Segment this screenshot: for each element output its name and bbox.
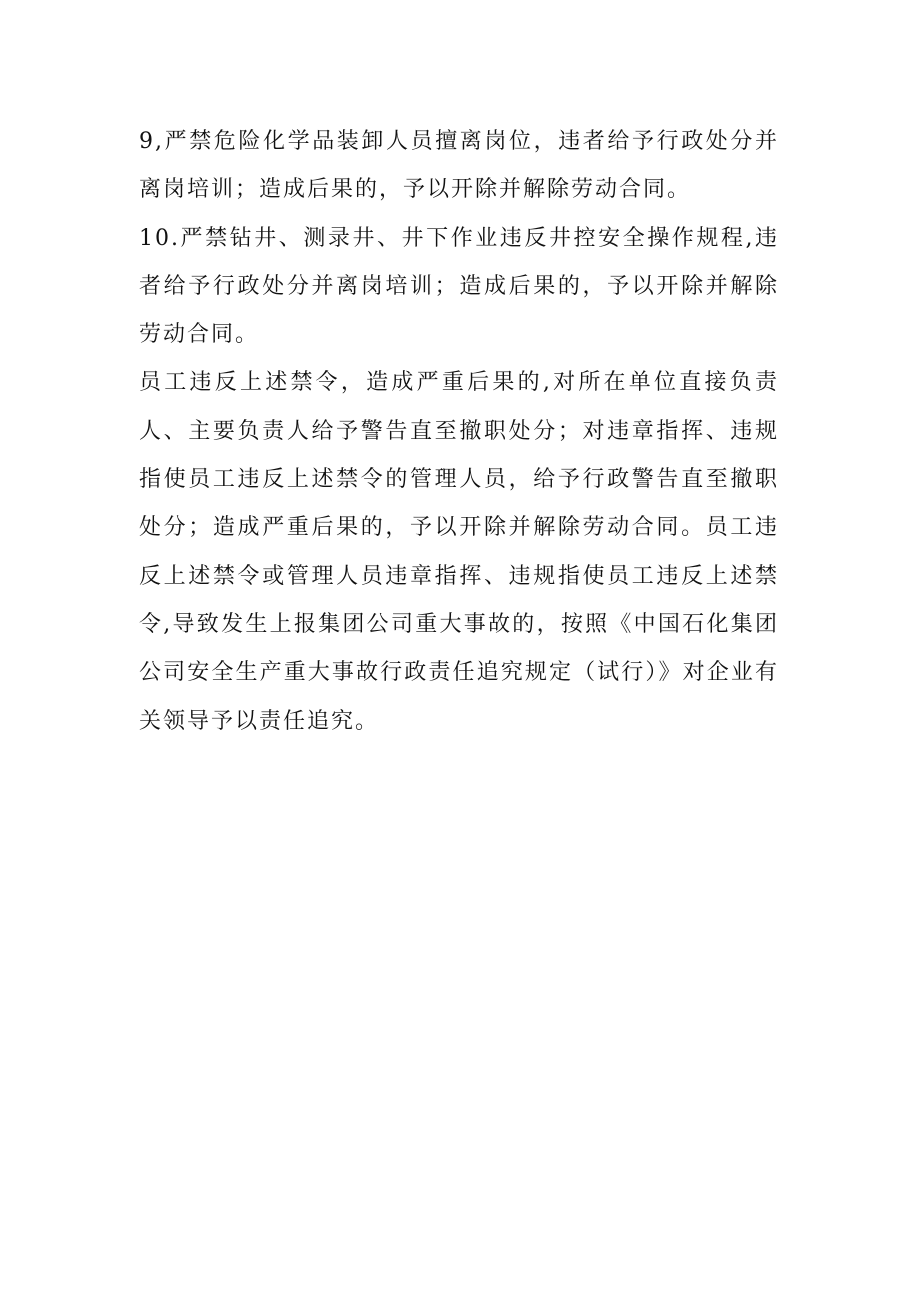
document-body xyxy=(139,118,779,746)
paragraph-rule-9: 9,严禁危险化学品装卸人员擅离岗位，违者给予行政处分并离岗培训；造成后果的，予以开除并解除劳动合同。 xyxy=(139,129,779,203)
paragraph-rule-10: 10.严禁钻井、测录井、井下作业违反井控安全操作规程,违者给予行政处分并离岗培训；造成后果的，予以开除并解除劳动合同。 xyxy=(139,225,779,348)
paragraph-penalty-provisions: 员工违反上述禁令，造成严重后果的,对所在单位直接负责人、主要负责人给予警告直至撤职处分；对违章指挥、违规指使员工违反上述禁令的管理人员，给予行政警告直至撤职处分；造成严重后果的，予以开除并解除劳动合同。员工违反上述禁令或管理人员违章指挥、违规指使员工违反上述禁令,导致发生上报集团公司重大事故的，按照《中国石化集团公司安全生产重大事故行政责任追究规定（试行）》对企业有关领导予以责任追究。 xyxy=(139,370,779,734)
